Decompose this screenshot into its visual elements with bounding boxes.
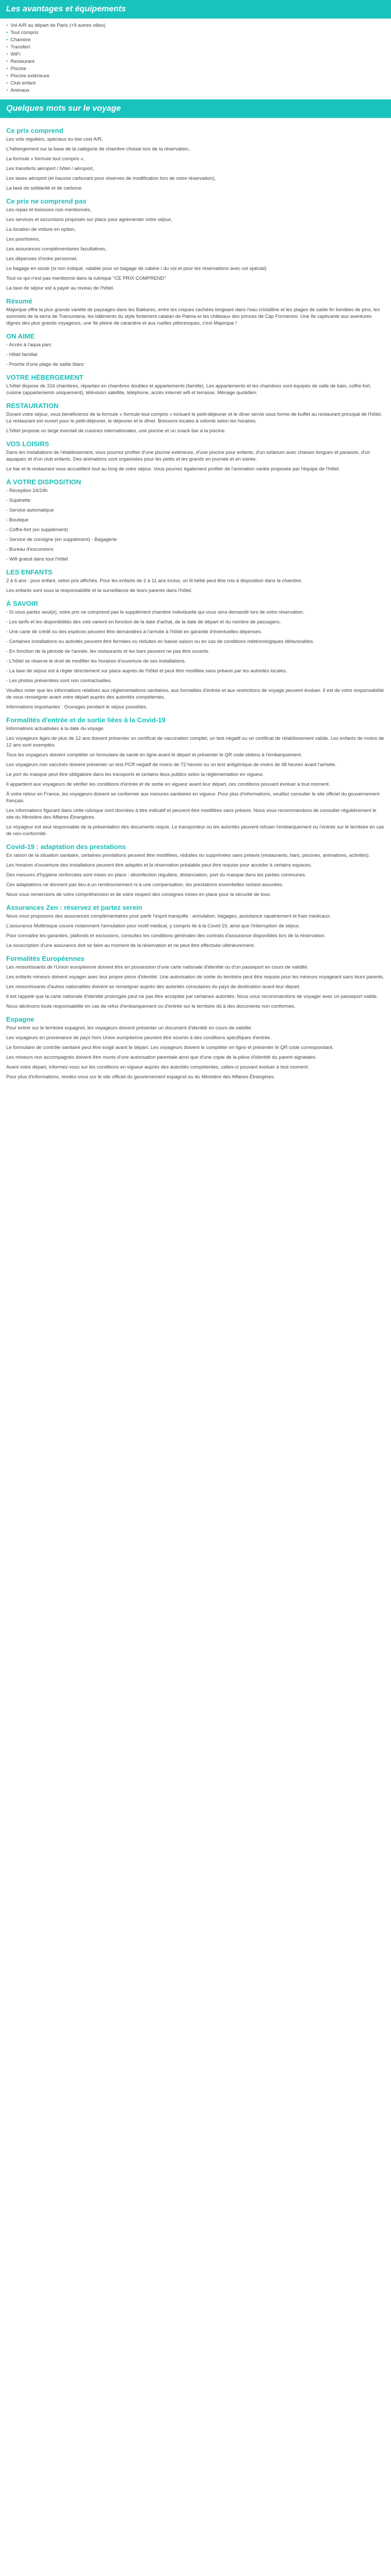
section-paragraph: 2 à 6 ans : pour enfant, selon prix affichés. Pour les enfants de 2 à 11 ans inclus, un lit bébé peut être mis à disposition dans la chambre. <box>6 578 303 584</box>
section-paragraph: - Les tarifs et les disponibilités des vols varient en fonction de la date d'achat, de la date de départ et du nombre de passagers. <box>6 619 281 625</box>
section-paragraph: - Wifi gratuit dans tout l'hôtel <box>6 556 68 562</box>
advantage-item: • Transfert <box>6 44 385 50</box>
section-paragraph: Le formulaire de contrôle sanitaire peut être exigé avant le départ. Les voyageurs doivent le compléter en ligne et présenter le QR code correspondant. <box>6 1045 334 1050</box>
know-sections <box>0 118 391 1089</box>
section-paragraph: Le bar et le restaurant vous accueillent tout au long de votre séjour. Vous pourrez également profiter de l'animation variée proposée par l'équipe de l'hôtel. <box>6 466 340 472</box>
section-paragraph: - Service de consigne (en supplément) - Bagagerie <box>6 537 117 543</box>
section-paragraph: La location de voiture en option, <box>6 227 76 232</box>
section-paragraph: Il appartient aux voyageurs de vérifier les conditions d'entrée et de sortie en vigueur avant leur départ, ces conditions pouvant évoluer à tout moment. <box>6 782 330 787</box>
section-heading: VOS LOISIRS <box>6 440 50 448</box>
section-paragraph: - Bureau d'excursions <box>6 547 54 552</box>
section-paragraph: Veuillez noter que les informations relatives aux réglementations sanitaires, aux formalités d'entrée et aux restrictions de voyage peuvent évoluer. Il est de votre responsabilité de vous renseigner avant votre départ auprès des autorités compétentes. <box>6 688 384 700</box>
know-title: Quelques mots sur le voyage <box>0 99 391 118</box>
section-paragraph: Les dépenses d'ordre personnel, <box>6 256 78 262</box>
section-paragraph: La taxe de solidarité et de carbone. <box>6 185 83 191</box>
section-paragraph: Ces adaptations ne donnent pas lieu à un remboursement ni à une compensation, les prestations essentielles restant assurées. <box>6 882 284 888</box>
section-heading: ON AIME <box>6 332 35 340</box>
section-heading: Espagne <box>6 1015 35 1023</box>
section-paragraph: Les transferts aéroport / hôtel / aéroport, <box>6 166 94 172</box>
section-paragraph: Nous déclinons toute responsabilité en cas de refus d'embarquement ou d'entrée sur le territoire dû à des documents non conformes. <box>6 1004 296 1009</box>
section-paragraph: Les assurances complémentaires facultatives, <box>6 246 107 252</box>
section-paragraph: Les enfants sont sous la responsabilité et la surveillance de leurs parents dans l'hôtel. <box>6 588 192 594</box>
section-heading: Covid-19 : adaptation des prestations <box>6 843 126 851</box>
advantages-list <box>6 22 385 94</box>
advantage-item: • Vol A/R au départ de Paris (+9 autres villes) <box>6 22 385 29</box>
advantage-item: • Restaurant <box>6 58 385 65</box>
advantage-item: • WiFi <box>6 51 385 58</box>
advantage-item: • Chambre <box>6 37 385 43</box>
section-paragraph: - Hôtel familial <box>6 352 38 358</box>
section-paragraph: - Une carte de crédit ou des espèces peuvent être demandées à l'arrivée à l'hôtel en garantie d'éventuelles dépenses. <box>6 629 263 635</box>
section-paragraph: Nous vous remercions de votre compréhension et de votre respect des consignes mises en place pour la sécurité de tous. <box>6 892 271 897</box>
section-heading: Ce prix ne comprend pas <box>6 197 87 205</box>
section-heading: Assurances Zen : réservez et partez serein <box>6 904 142 911</box>
section-heading: VOTRE HÉBERGEMENT <box>6 374 84 381</box>
section-paragraph: Avant votre départ, informez-vous sur les conditions en vigueur auprès des autorités compétentes, celles-ci pouvant évoluer à tout moment. <box>6 1064 309 1070</box>
section-paragraph: - Accès à l'aqua parc <box>6 342 52 348</box>
section-paragraph: Le bagage en soute (si non indiqué, valable pour un bagage de cabine / du vol et pour les réservations avec vol spécial) <box>6 266 267 272</box>
advantages-title: Les avantages et équipements <box>0 0 391 19</box>
section-paragraph: Pour connaître les garanties, plafonds et exclusions, consultez les conditions générales des contrats d'assurance disponibles lors de la réservation. <box>6 933 326 939</box>
section-paragraph: - Réception 24/24h <box>6 488 48 494</box>
section-heading: RESTAURATION <box>6 402 59 410</box>
section-paragraph: La taxe de séjour est à payer au niveau de l'hôtel. <box>6 285 115 291</box>
section-heading: Formalités d'entrée et de sortie liées à la Covid-19 <box>6 716 166 724</box>
section-paragraph: L'assurance Multirisque couvre notamment l'annulation pour motif médical, y compris lié à la Covid-19, ainsi que l'interruption de séjour. <box>6 923 300 929</box>
section-paragraph: Le voyageur est seul responsable de la présentation des documents requis. Le transporteur ou les autorités peuvent refuser l'embarquement ou l'entrée sur le territoire en cas de non-conformité. <box>6 824 384 837</box>
section-paragraph: - Si vous partez seul(e), votre prix ne comprend pas le supplément chambre individuelle qui vous sera demandé lors de votre réservation. <box>6 609 304 615</box>
section-paragraph: - Proche d'une plage de sable blanc <box>6 362 85 367</box>
section-paragraph: Les repas et boissons non mentionnés, <box>6 207 92 213</box>
section-heading: Formalités Européennes <box>6 955 85 962</box>
section-paragraph: - L'hôtel se réserve le droit de modifier les horaires d'ouverture de ses installations. <box>6 658 186 664</box>
section-paragraph: L'hébergement sur la base de la catégorie de chambre choisie lors de la réservation, <box>6 146 190 152</box>
section-paragraph: Les horaires d'ouverture des installations peuvent être adaptés et la réservation préalable peut être requise pour accéder à certains espaces. <box>6 862 312 868</box>
section-paragraph: Informations importantes : Ouvrages pendant le séjour possibles. <box>6 704 148 710</box>
section-paragraph: À votre retour en France, les voyageurs doivent se conformer aux mesures sanitaires en vigueur. Pour plus d'informations, veuillez consulter le site officiel du gouvernement français. <box>6 791 380 804</box>
section-paragraph: Pour plus d'informations, rendez-vous sur le site officiel du gouvernement espagnol ou du Ministère des Affaires Étrangères. <box>6 1074 275 1080</box>
section-paragraph: Durant votre séjour, vous bénéficierez de la formule « formule tout compris » incluant le petit-déjeuner et le dîner servis sous forme de buffet au restaurant principal de l'hôtel. Le restaurant est ouvert pour le petit-déjeuner, le déjeuner et le dîner. Boissons locales à volonté selon les horaires. <box>6 412 382 424</box>
section-paragraph: Dans les installations de l'établissement, vous pourrez profiter d'une piscine extérieure, d'une piscine pour enfants, d'un solarium avec chaises longues et parasols, d'un aquaparc et d'un club enfants. Des animations sont organisées pour les petits et les grands en journée et en soirée. <box>6 450 370 462</box>
advantage-item: • Piscine <box>6 65 385 72</box>
section-paragraph: Le port du masque peut être obligatoire dans les transports et certains lieux publics selon la réglementation en vigueur. <box>6 772 264 777</box>
section-paragraph: Les pourboires, <box>6 236 40 242</box>
section-paragraph: Nous vous proposons des assurances complémentaires pour partir l'esprit tranquille : annulation, bagages, assistance rapatriement et frais médicaux. <box>6 913 331 919</box>
advantage-item: • Club enfant <box>6 80 385 87</box>
section-paragraph: - Certaines installations ou activités peuvent être fermées ou réduites en basse saison ou en cas de conditions météorologiques défavorables. <box>6 639 315 645</box>
section-paragraph: - Les photos présentées sont non contractuelles. <box>6 678 112 684</box>
advantage-item: • Animaux <box>6 87 385 94</box>
section-paragraph: - Boutique <box>6 517 29 523</box>
section-paragraph: En raison de la situation sanitaire, certaines prestations peuvent être modifiées, réduites ou supprimées sans préavis (restaurants, bars, piscines, animations, activités). <box>6 853 370 858</box>
section-paragraph: Informations actualisées à la date du voyage. <box>6 726 105 732</box>
advantage-item: • Piscine extérieure <box>6 73 385 79</box>
section-paragraph: Les vols réguliers, spéciaux ou low cost A/R, <box>6 137 103 142</box>
section-paragraph: Tous les voyageurs doivent compléter un formulaire de santé en ligne avant le départ et présenter le QR code obtenu à l'embarquement. <box>6 752 302 758</box>
section-paragraph: L'hôtel propose un large éventail de cuisines internationales, une piscine et un snack-bar à la piscine. <box>6 428 226 434</box>
section-paragraph: La formule « formule tout compris », <box>6 156 85 162</box>
section-paragraph: Les voyageurs en provenance de pays hors Union européenne peuvent être soumis à des conditions spécifiques d'entrée. <box>6 1035 272 1041</box>
section-paragraph: Les ressortissants de l'Union européenne doivent être en possession d'une carte nationale d'identité ou d'un passeport en cours de validité. <box>6 964 309 970</box>
advantage-item: • Tout compris <box>6 29 385 36</box>
section-paragraph: La souscription d'une assurance doit se faire au moment de la réservation et ne peut être effectuée ultérieurement. <box>6 943 255 948</box>
section-paragraph: Les services et excursions proposés sur place pour agrémenter votre séjour, <box>6 217 172 223</box>
section-heading: À SAVOIR <box>6 600 38 607</box>
section-paragraph: Les voyageurs non vaccinés doivent présenter un test PCR négatif de moins de 72 heures ou un test antigénique de moins de 48 heures avant l'arrivée. <box>6 762 336 768</box>
section-paragraph: - Supérette <box>6 498 30 503</box>
advantages-section <box>0 19 391 99</box>
section-paragraph: Les enfants mineurs doivent voyager avec leur propre pièce d'identité. Une autorisation de sortie du territoire peut être requise pour les mineurs voyageant sans leurs parents. <box>6 974 384 980</box>
section-paragraph: Les mineurs non accompagnés doivent être munis d'une autorisation parentale ainsi que d'une copie de la pièce d'identité du parent signataire. <box>6 1055 317 1060</box>
section-paragraph: - La taxe de séjour est à régler directement sur place auprès de l'hôtel et peut être modifiée sans préavis par les autorités locales. <box>6 668 287 674</box>
section-paragraph: - Coffre-fort (en supplément) <box>6 527 68 533</box>
section-paragraph: - Service automatique <box>6 507 54 513</box>
section-paragraph: Il est rappelé que la carte nationale d'identité prolongée peut ne pas être acceptée par certaines autorités. Nous vous recommandons de voyager avec un passeport valide. <box>6 994 378 999</box>
section-paragraph: Les informations figurant dans cette rubrique sont données à titre indicatif et peuvent être modifiées sans préavis. Nous vous recommandons de consulter régulièrement le site du Ministère des Affaires Étrangères. <box>6 808 377 820</box>
section-paragraph: Tout ce qui n'est pas mentionné dans la rubrique "CE PRIX COMPREND" <box>6 276 166 281</box>
section-paragraph: - En fonction de la période de l'année, les restaurants et les bars peuvent ne pas être ouverts. <box>6 649 210 654</box>
section-paragraph: Les ressortissants d'autres nationalités doivent se renseigner auprès des autorités consulaires du pays de destination avant leur départ. <box>6 984 301 990</box>
section-paragraph: Les taxes aéroport (et hausse carburant pour réserves de modification lors de votre réservation), <box>6 176 216 181</box>
section-paragraph: L'hôtel dispose de 316 chambres, réparties en chambres doubles et appartements (famille). Les appartements et les chambres sont équipés de salle de bain, coffre-fort, cuisine (appartements uniquement), télévision satellite, téléphone, accès internet wifi et terrasse. Ménage quotidien. <box>6 383 371 396</box>
section-paragraph: Les voyageurs âgés de plus de 12 ans doivent présenter un certificat de vaccination complet, un test négatif ou un certificat de rétablissement valide. Les enfants de moins de 12 ans sont exemptés. <box>6 736 384 748</box>
section-heading: Résumé <box>6 297 32 305</box>
section-paragraph: Pour entrer sur le territoire espagnol, les voyageurs doivent présenter un document d'identité en cours de validité. <box>6 1025 253 1031</box>
section-paragraph: Des mesures d'hygiène renforcées sont mises en place : désinfection régulière, distanciation, port du masque dans les parties communes. <box>6 872 306 878</box>
section-heading: LES ENFANTS <box>6 568 53 576</box>
section-heading: Ce prix comprend <box>6 127 63 134</box>
section-paragraph: Majorque offre la plus grande variété de paysages dans les Baléares, entre les criques cachées longeant dans l'eau cristalline et les plages de sable fin bordées de pins, les sommets de la serra de Tramuntana, les bâtiments du style fortement catalan de Palma et les châteaux des princes de Cap Formentor. Une île captivante aux aventures dignes des plus grands voyageurs, une île pleine de caractère et aux ruelles pittoresques, c'est Majorque ! <box>6 307 380 326</box>
section-heading: À VOTRE DISPOSITION <box>6 478 82 486</box>
